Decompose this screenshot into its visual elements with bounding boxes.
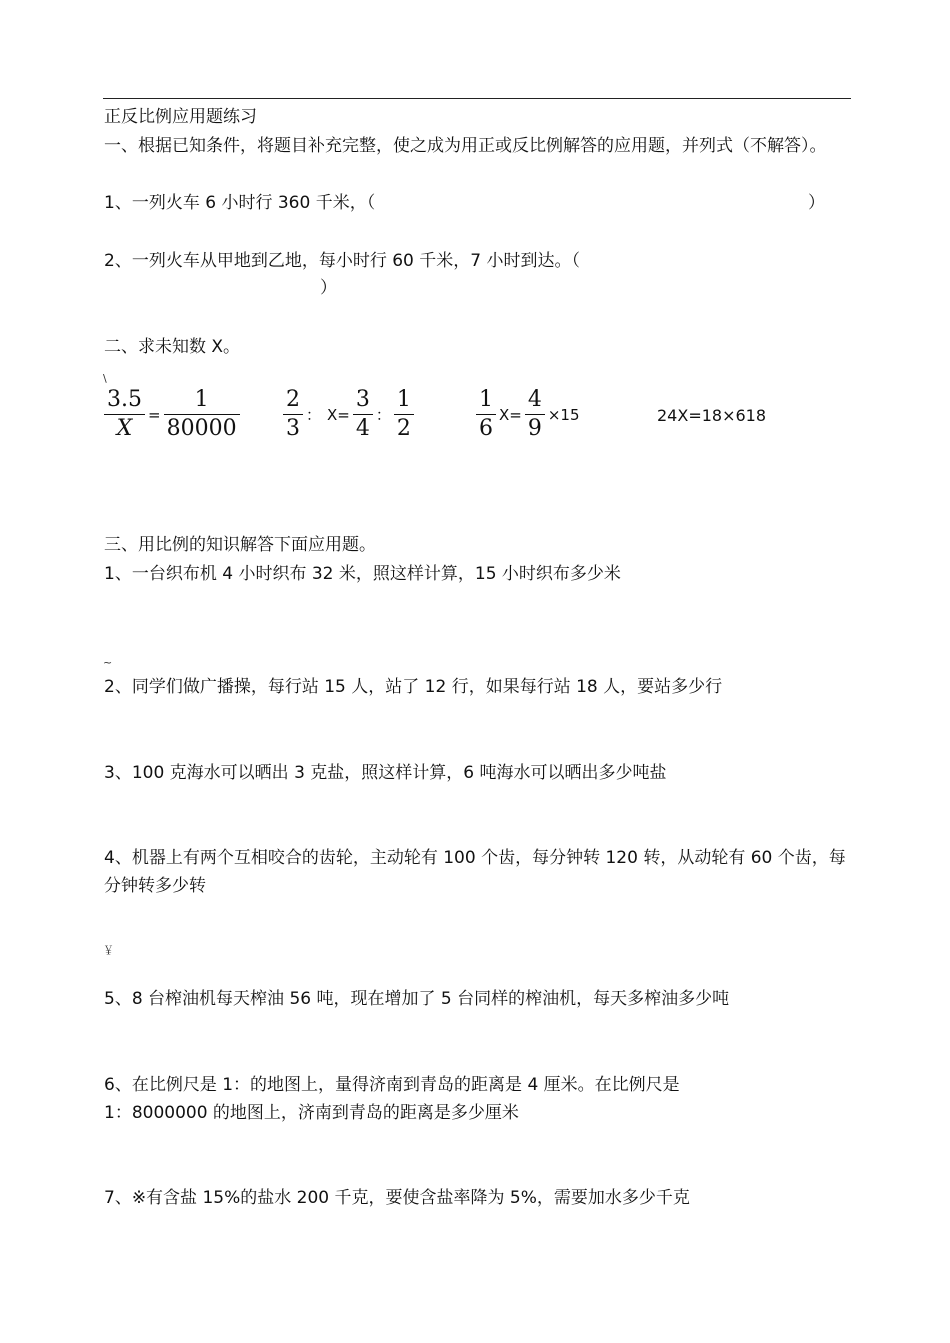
worksheet-title: 正反比例应用题练习 <box>104 107 257 127</box>
eq2-first-fraction <box>283 386 303 443</box>
section1-q2-close: ） <box>320 278 337 298</box>
eq2-first-denominator: 3 <box>286 416 300 441</box>
eq3-x-equals: X= <box>499 405 522 424</box>
section1-q2-text: 2、一列火车从甲地到乙地，每小时行 60 千米，7 小时到达。（ <box>104 251 580 271</box>
eq1-right-denominator: 80000 <box>166 416 237 441</box>
eq2-third-fraction <box>394 386 414 443</box>
eq2-second-numerator: 3 <box>353 386 373 415</box>
section3-q6-line2: 1：8000000 的地图上，济南到青岛的距离是多少厘米 <box>104 1103 519 1123</box>
eq3-second-numerator: 4 <box>525 386 545 415</box>
eq2-third-denominator: 2 <box>396 416 411 441</box>
stray-tilde-mark: ~ <box>103 656 113 669</box>
eq2-first-numerator: 2 <box>283 386 303 415</box>
equation-3 <box>476 386 583 443</box>
eq3-times-15: ×15 <box>547 405 580 424</box>
eq1-right-fraction <box>164 386 240 443</box>
eq3-second-denominator: 9 <box>527 416 542 441</box>
section1-heading: 一、根据已知条件，将题目补充完整，使之成为用正或反比例解答的应用题，并列式（不解答）。 <box>104 136 827 156</box>
section3-q6-line1: 6、在比例尺是 1：的地图上，量得济南到青岛的距离是 4 厘米。在比例尺是 <box>104 1075 680 1095</box>
section3-q5: 5、8 台榨油机每天榨油 56 吨，现在增加了 5 台同样的榨油机，每天多榨油多少吨 <box>104 989 730 1009</box>
eq2-second-denominator: 4 <box>355 416 370 441</box>
section1-q1-text: 1、一列火车 6 小时行 360 千米，（ <box>104 193 376 213</box>
eq3-first-fraction <box>476 386 496 443</box>
eq3-second-fraction <box>525 386 545 443</box>
section1-q1-close: ） <box>808 193 825 213</box>
eq2-third-numerator: 1 <box>394 386 414 415</box>
eq3-first-denominator: 6 <box>479 416 493 441</box>
section2-heading: 二、求未知数 X。 <box>104 337 241 357</box>
stray-backslash-mark: \ <box>103 372 107 385</box>
section3-heading: 三、用比例的知识解答下面应用题。 <box>104 535 376 555</box>
eq1-equals: = <box>148 405 161 424</box>
equation-2 <box>283 386 414 443</box>
eq3-first-numerator: 1 <box>476 386 496 415</box>
section3-q4: 4、机器上有两个互相咬合的齿轮，主动轮有 100 个齿，每分钟转 120 转，从动轮有 60 个齿，每分钟转多少转 <box>104 848 846 896</box>
section3-q3: 3、100 克海水可以晒出 3 克盐，照这样计算，6 吨海水可以晒出多少吨盐 <box>104 763 667 783</box>
equation-4: 24X=18×618 <box>657 406 767 425</box>
stray-yen-mark: ￥ <box>103 944 114 957</box>
eq2-colon-1: ： <box>306 406 322 424</box>
section3-q1: 1、一台织布机 4 小时织布 32 米，照这样计算，15 小时织布多少米 <box>104 564 621 584</box>
eq1-left-numerator: 3.5 <box>104 386 145 415</box>
equation-1 <box>104 386 240 443</box>
eq1-left-fraction <box>104 386 145 443</box>
eq1-left-denominator: X <box>116 416 133 441</box>
eq1-right-numerator: 1 <box>164 386 240 415</box>
section3-q2: 2、同学们做广播操，每行站 15 人，站了 12 行，如果每行站 18 人，要站多少行 <box>104 677 723 697</box>
header-rule <box>103 98 851 99</box>
eq2-x-equals: X= <box>327 405 350 424</box>
section3-q7: 7、※有含盐 15%的盐水 200 千克，要使含盐率降为 5%，需要加水多少千克 <box>104 1188 690 1208</box>
eq2-colon-2: ： <box>375 406 391 424</box>
eq2-second-fraction <box>353 386 373 443</box>
